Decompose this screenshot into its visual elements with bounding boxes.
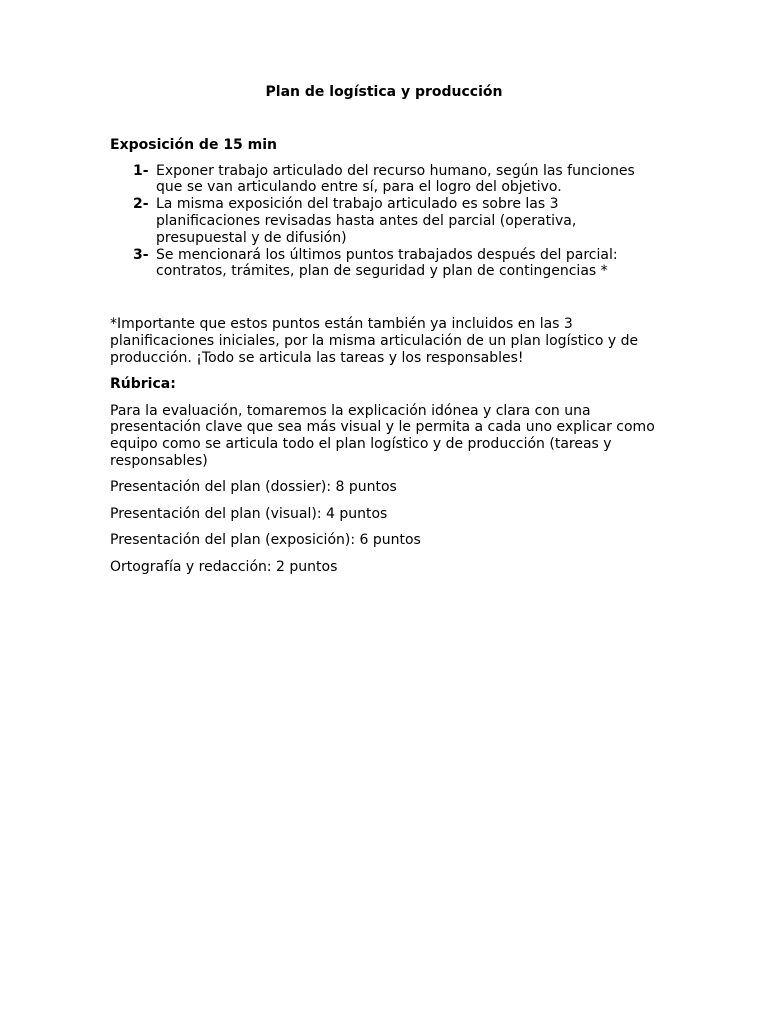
important-note: *Importante que estos puntos están también ya incluidos en las 3 planificaciones iniciales, por la misma articulación de un plan logístico y de producción. ¡Todo se articula las tareas y los responsables!: [110, 316, 639, 366]
exposition-heading: Exposición de 15 min: [110, 136, 278, 153]
list-item: [110, 163, 655, 197]
step-text: Exponer trabajo articulado del recurso humano, según las funciones que se van articulando entre sí, para el logro del objetivo.: [156, 162, 635, 196]
step-number: 1-: [133, 162, 149, 179]
list-item: [110, 247, 655, 281]
list-item: [110, 196, 655, 246]
document-body: [110, 84, 655, 585]
exposition-steps-list: [110, 163, 655, 281]
rubric-heading: Rúbrica:: [110, 376, 176, 393]
document-title: Plan de logística y producción: [265, 84, 503, 100]
rubric-intro: Para la evaluación, tomaremos la explicación idónea y clara con una presentación clave que sea más visual y le permita a cada uno explicar como equipo como se articula todo el plan logístico y de producción (tareas y responsables): [110, 402, 655, 469]
step-number: 2-: [133, 196, 149, 213]
step-number: 3-: [133, 246, 149, 263]
step-text: Se mencionará los últimos puntos trabajados después del parcial: contratos, trámites, plan de seguridad y plan de contingencias *: [156, 246, 618, 280]
rubric-item-visual: Presentación del plan (visual): 4 puntos: [110, 505, 388, 522]
rubric-item-spelling: Ortografía y redacción: 2 puntos: [110, 558, 338, 575]
rubric-item-dossier: Presentación del plan (dossier): 8 puntos: [110, 479, 397, 496]
step-text: La misma exposición del trabajo articulado es sobre las 3 planificaciones revisadas hasta antes del parcial (operativa, presupuestal y de difusión): [156, 196, 577, 246]
rubric-item-exposition: Presentación del plan (exposición): 6 puntos: [110, 532, 421, 549]
